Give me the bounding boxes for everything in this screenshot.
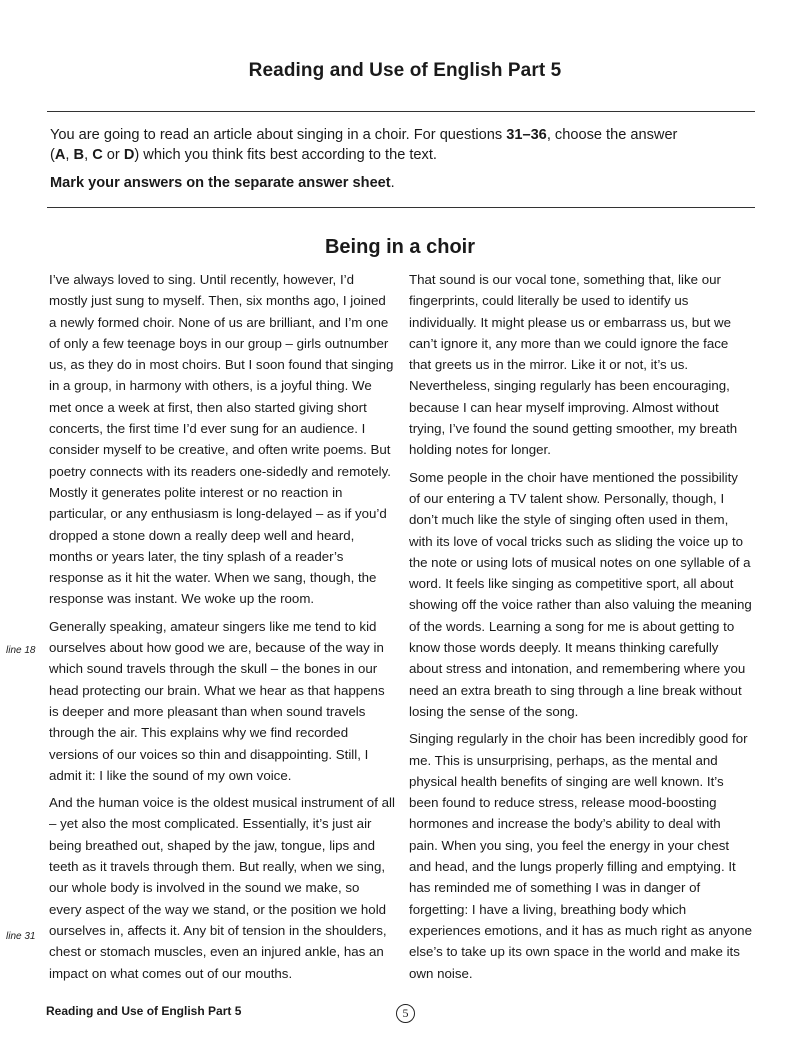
option-sep-2: , (84, 147, 93, 163)
instructions-line1-suffix: , choose the answer (546, 127, 678, 143)
instructions-text (50, 125, 750, 165)
instructions (50, 125, 750, 193)
article-paragraph: Generally speaking, amateur singers like me tend to kid ourselves about how good we are, because of the way in which sound travels through the skull – the bones in our head protecting our brain. What we hear as that happens is deeper and more pleasant than when sound travels through the air. This explains why we find recorded versions of our voices so thin and disappointing. Still, I admit it: I like the sound of my own voice. (49, 618, 385, 783)
line-marker-18: line 18 (6, 645, 36, 656)
option-b: B (73, 147, 85, 163)
question-range: 31–36 (506, 127, 547, 143)
article-right-column (409, 269, 752, 990)
page-number: 5 (396, 1004, 415, 1023)
mark-answers-period: . (390, 175, 395, 191)
article-paragraph: I’ve always loved to sing. Until recently, however, I’d mostly just sung to myself. Then, six months ago, I joined a newly formed choir. None of us are brilliant, and I’m one of only a few teenage boys in our group – girls outnumber us, as they do in most choirs. But I soon found that singing in a group, in harmony with others, is a joyful thing. We met once a week at first, then also started giving short concerts, the first time I’d ever sung for an audience. I consider myself to be creative, and often write poems. But poetry connects with its readers one-sidedly and remotely. Mostly it generates polite interest or no reaction in particular, or any enthusiasm is long-delayed – as if you’d dropped a stone down a really deep well and heard, months or years later, the tiny splash of a reader’s response as it hit the water. When we sang, though, the response was instant. We woke up the room. (49, 272, 394, 607)
line-marker-31: line 31 (6, 931, 36, 942)
page-title: Reading and Use of English Part 5 (248, 60, 562, 81)
mark-answers-instruction (50, 173, 750, 193)
open-paren: ( (50, 147, 55, 163)
article-paragraph: That sound is our vocal tone, something that, like our fingerprints, could literally be used to identify us individually. It might please us or embarrass us, but we can’t ignore it, any more than we could ignore the face that greets us in the mirror. Like it or not, it’s us. Nevertheless, singing regularly has been encouraging, because I can hear myself improving. Almost without trying, I’ve found the sound getting smoother, my breath holding notes for longer. (409, 272, 738, 458)
article-paragraph: Some people in the choir have mentioned the possibility of our entering a TV talent show. Personally, though, I don’t much like the style of singing often used in them, with its love of vocal tricks such as sliding the voice up to the note or using lots of musical notes on one syllable of a word. It feels like singing as competitive sport, all about showing off the voice rather than also valuing the meaning of the words. Learning a song for me is about getting to know those words deeply. It means thinking carefully about stress and intonation, and remembering where you need an extra breath to sing through a line break without losing the sense of the song. (409, 469, 752, 719)
option-a: A (54, 147, 66, 163)
article-left-column (49, 269, 395, 990)
option-sep-3: or (102, 147, 124, 163)
article-title: Being in a choir (324, 236, 476, 258)
article-paragraph: Singing regularly in the choir has been incredibly good for me. This is unsurprising, perhaps, as the mental and physical health benefits of singing are well known. It’s been found to reduce stress, release mood-boosting hormones and increase the body’s ability to deal with pain. When you sing, you feel the energy in your chest and head, and the lungs properly filling and emptying. It has reminded me of something I was in danger of forgetting: I have a living, breathing body which experiences emotions, and it has as much right as anyone else’s to take up its own space in the world and make its own noise. (409, 731, 752, 981)
footer-label: Reading and Use of English Part 5 (46, 1004, 242, 1018)
option-d: D (123, 147, 135, 163)
mark-answers-text: Mark your answers on the separate answer sheet (50, 175, 391, 191)
option-sep-1: , (65, 147, 74, 163)
article-paragraph: And the human voice is the oldest musical instrument of all – yet also the most complicated. Essentially, it’s just air being breathed out, shaped by the jaw, tongue, lips and teeth as it travels through them. But really, when we sing, our whole body is involved in the sound we make, so every aspect of the way we stand, or the position we hold ourselves in, affects it. Any bit of tension in the shoulders, chest or stomach muscles, even an injured ankle, has an impact on what comes out of our mouths. (49, 795, 395, 981)
instructions-line1-prefix: You are going to read an article about singing in a choir. For questions (50, 127, 507, 143)
option-c: C (92, 147, 103, 163)
bottom-divider (47, 207, 755, 208)
instructions-line2-suffix: ) which you think fits best according to the text. (134, 147, 437, 163)
top-divider (47, 111, 755, 112)
